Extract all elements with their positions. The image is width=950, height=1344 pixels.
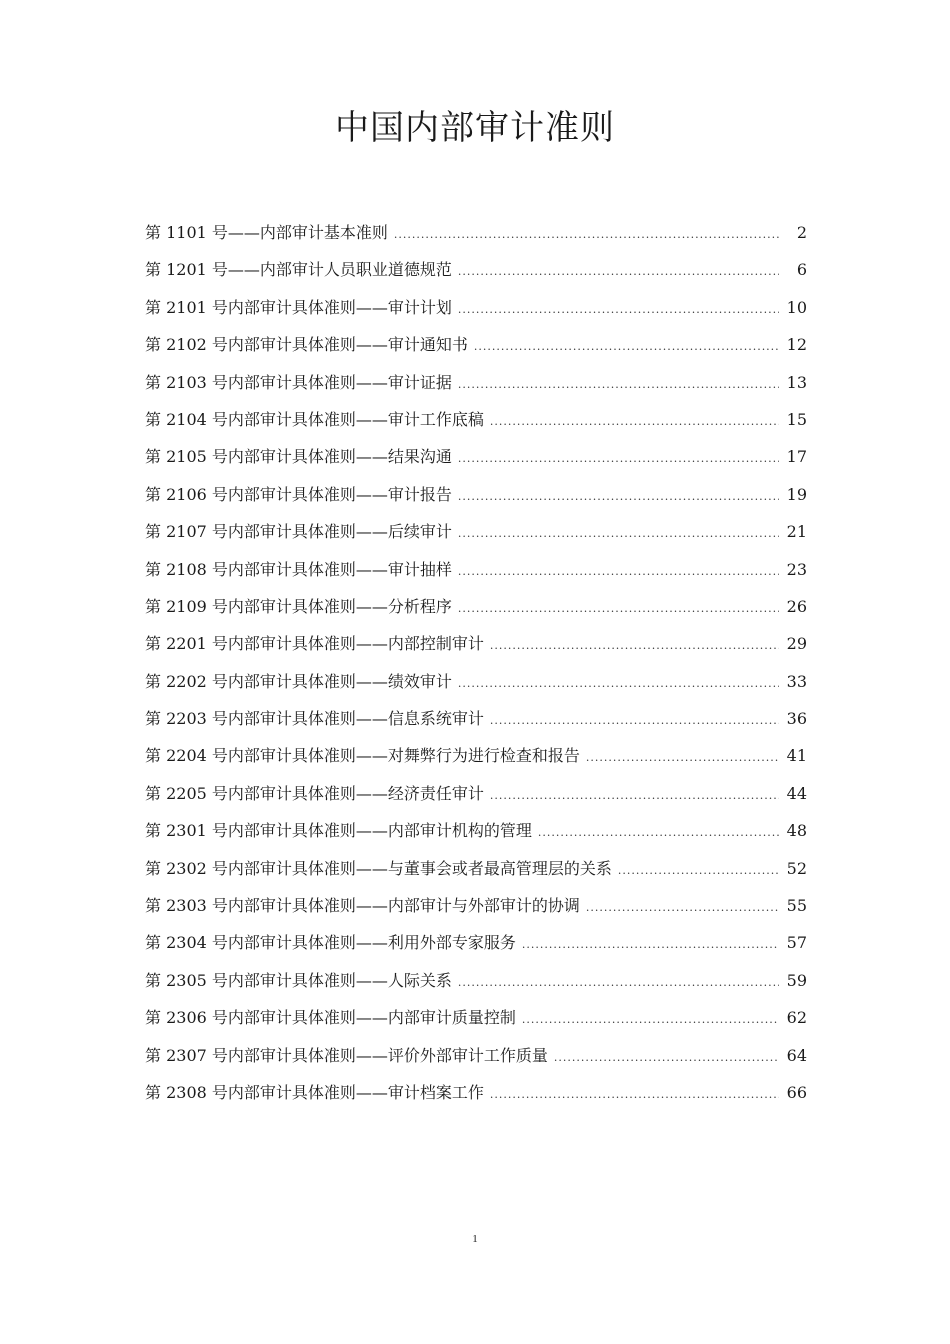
toc-dot-leader <box>490 777 779 814</box>
toc-entry-page-number: 57 <box>786 933 807 953</box>
toc-entry[interactable] <box>145 887 807 924</box>
toc-dot-leader <box>458 665 779 702</box>
toc-entry-page-number: 33 <box>786 671 807 691</box>
toc-entry-page-number: 52 <box>786 858 807 878</box>
toc-dot-leader <box>522 1001 779 1038</box>
toc-entry-title: 第 2101 号内部审计具体准则——审计计划 <box>145 297 452 317</box>
toc-entry[interactable] <box>145 999 807 1036</box>
toc-entry[interactable] <box>145 1074 807 1111</box>
toc-entry-page-number: 2 <box>796 223 807 242</box>
toc-dot-leader <box>586 739 779 776</box>
toc-entry-page-number: 10 <box>786 297 807 317</box>
toc-entry[interactable] <box>145 737 807 774</box>
toc-entry-title: 第 2105 号内部审计具体准则——结果沟通 <box>145 447 452 467</box>
toc-dot-leader <box>586 889 779 926</box>
toc-dot-leader <box>458 366 779 403</box>
toc-entry[interactable] <box>145 625 807 662</box>
toc-entry[interactable] <box>145 551 807 588</box>
toc-entry-page-number: 21 <box>786 522 807 542</box>
toc-dot-leader <box>538 814 779 851</box>
toc-entry-title: 第 2304 号内部审计具体准则——利用外部专家服务 <box>145 933 516 953</box>
toc-entry[interactable] <box>145 1037 807 1074</box>
toc-entry-title: 第 2107 号内部审计具体准则——后续审计 <box>145 522 452 542</box>
toc-entry[interactable] <box>145 214 807 251</box>
toc-entry[interactable] <box>145 251 807 288</box>
toc-dot-leader <box>458 964 779 1001</box>
toc-dot-leader <box>618 852 779 889</box>
toc-dot-leader <box>522 926 779 963</box>
toc-entry[interactable] <box>145 850 807 887</box>
toc-entry[interactable] <box>145 775 807 812</box>
toc-entry[interactable] <box>145 289 807 326</box>
toc-dot-leader <box>458 440 779 477</box>
toc-entry-page-number: 64 <box>786 1045 807 1065</box>
toc-entry-title: 第 2102 号内部审计具体准则——审计通知书 <box>145 335 468 355</box>
toc-dot-leader <box>458 253 779 290</box>
toc-entry-title: 第 2301 号内部审计具体准则——内部审计机构的管理 <box>145 821 532 841</box>
toc-entry-title: 第 2201 号内部审计具体准则——内部控制审计 <box>145 634 484 654</box>
toc-entry[interactable] <box>145 924 807 961</box>
toc-entry-title: 第 2308 号内部审计具体准则——审计档案工作 <box>145 1082 484 1102</box>
toc-dot-leader <box>458 590 779 627</box>
toc-entry-page-number: 23 <box>786 559 807 579</box>
toc-dot-leader <box>490 627 779 664</box>
toc-entry[interactable] <box>145 326 807 363</box>
toc-entry-page-number: 15 <box>786 409 807 429</box>
toc-entry-title: 第 2109 号内部审计具体准则——分析程序 <box>145 596 452 616</box>
toc-entry-page-number: 48 <box>786 821 807 841</box>
page-title: 中国内部审计准则 <box>335 108 615 148</box>
toc-entry-page-number: 6 <box>796 260 807 280</box>
toc-entry-title: 第 2306 号内部审计具体准则——内部审计质量控制 <box>145 1008 516 1028</box>
toc-entry-title: 第 2108 号内部审计具体准则——审计抽样 <box>145 559 452 579</box>
toc-entry[interactable] <box>145 812 807 849</box>
toc-entry-page-number: 26 <box>786 596 807 616</box>
toc-entry[interactable] <box>145 588 807 625</box>
toc-entry-title: 第 2103 号内部审计具体准则——审计证据 <box>145 372 452 392</box>
toc-dot-leader <box>554 1039 779 1076</box>
toc-entry-page-number: 36 <box>786 709 807 729</box>
toc-entry[interactable] <box>145 401 807 438</box>
toc-entry-page-number: 19 <box>786 484 807 504</box>
toc-dot-leader <box>490 1076 779 1113</box>
table-of-contents <box>145 214 807 1111</box>
toc-dot-leader <box>490 403 779 440</box>
toc-entry-title: 第 2305 号内部审计具体准则——人际关系 <box>145 970 452 990</box>
toc-entry-title: 第 2303 号内部审计具体准则——内部审计与外部审计的协调 <box>145 896 580 916</box>
toc-entry-title: 第 2307 号内部审计具体准则——评价外部审计工作质量 <box>145 1045 548 1065</box>
toc-entry[interactable] <box>145 364 807 401</box>
toc-entry-title: 第 2302 号内部审计具体准则——与董事会或者最高管理层的关系 <box>145 858 612 878</box>
toc-entry[interactable] <box>145 476 807 513</box>
toc-dot-leader <box>474 328 779 365</box>
toc-dot-leader <box>458 478 779 515</box>
toc-entry[interactable] <box>145 962 807 999</box>
page-number: 1 <box>472 1233 478 1245</box>
toc-entry[interactable] <box>145 513 807 550</box>
toc-entry-page-number: 44 <box>786 783 807 803</box>
toc-entry-title: 第 2204 号内部审计具体准则——对舞弊行为进行检查和报告 <box>145 746 580 766</box>
toc-entry-page-number: 13 <box>786 372 807 392</box>
toc-dot-leader <box>490 702 779 739</box>
toc-dot-leader <box>394 216 779 253</box>
toc-entry-title: 第 2106 号内部审计具体准则——审计报告 <box>145 484 452 504</box>
toc-entry-title: 第 2203 号内部审计具体准则——信息系统审计 <box>145 709 484 729</box>
toc-entry-page-number: 29 <box>786 634 807 654</box>
toc-entry[interactable] <box>145 663 807 700</box>
toc-entry-title: 第 1101 号——内部审计基本准则 <box>145 223 388 242</box>
toc-entry-page-number: 17 <box>786 447 807 467</box>
toc-entry-page-number: 12 <box>786 335 807 355</box>
toc-entry-title: 第 2205 号内部审计具体准则——经济责任审计 <box>145 783 484 803</box>
toc-entry-page-number: 41 <box>786 746 807 766</box>
toc-entry-page-number: 66 <box>786 1082 807 1102</box>
toc-entry-page-number: 62 <box>786 1008 807 1028</box>
toc-entry-title: 第 2104 号内部审计具体准则——审计工作底稿 <box>145 409 484 429</box>
toc-entry-page-number: 59 <box>786 970 807 990</box>
toc-entry[interactable] <box>145 700 807 737</box>
toc-dot-leader <box>458 515 779 552</box>
toc-entry-title: 第 2202 号内部审计具体准则——绩效审计 <box>145 671 452 691</box>
toc-entry-page-number: 55 <box>786 896 807 916</box>
toc-dot-leader <box>458 291 779 328</box>
toc-dot-leader <box>458 553 779 590</box>
toc-entry-title: 第 1201 号——内部审计人员职业道德规范 <box>145 260 452 280</box>
toc-entry[interactable] <box>145 438 807 475</box>
